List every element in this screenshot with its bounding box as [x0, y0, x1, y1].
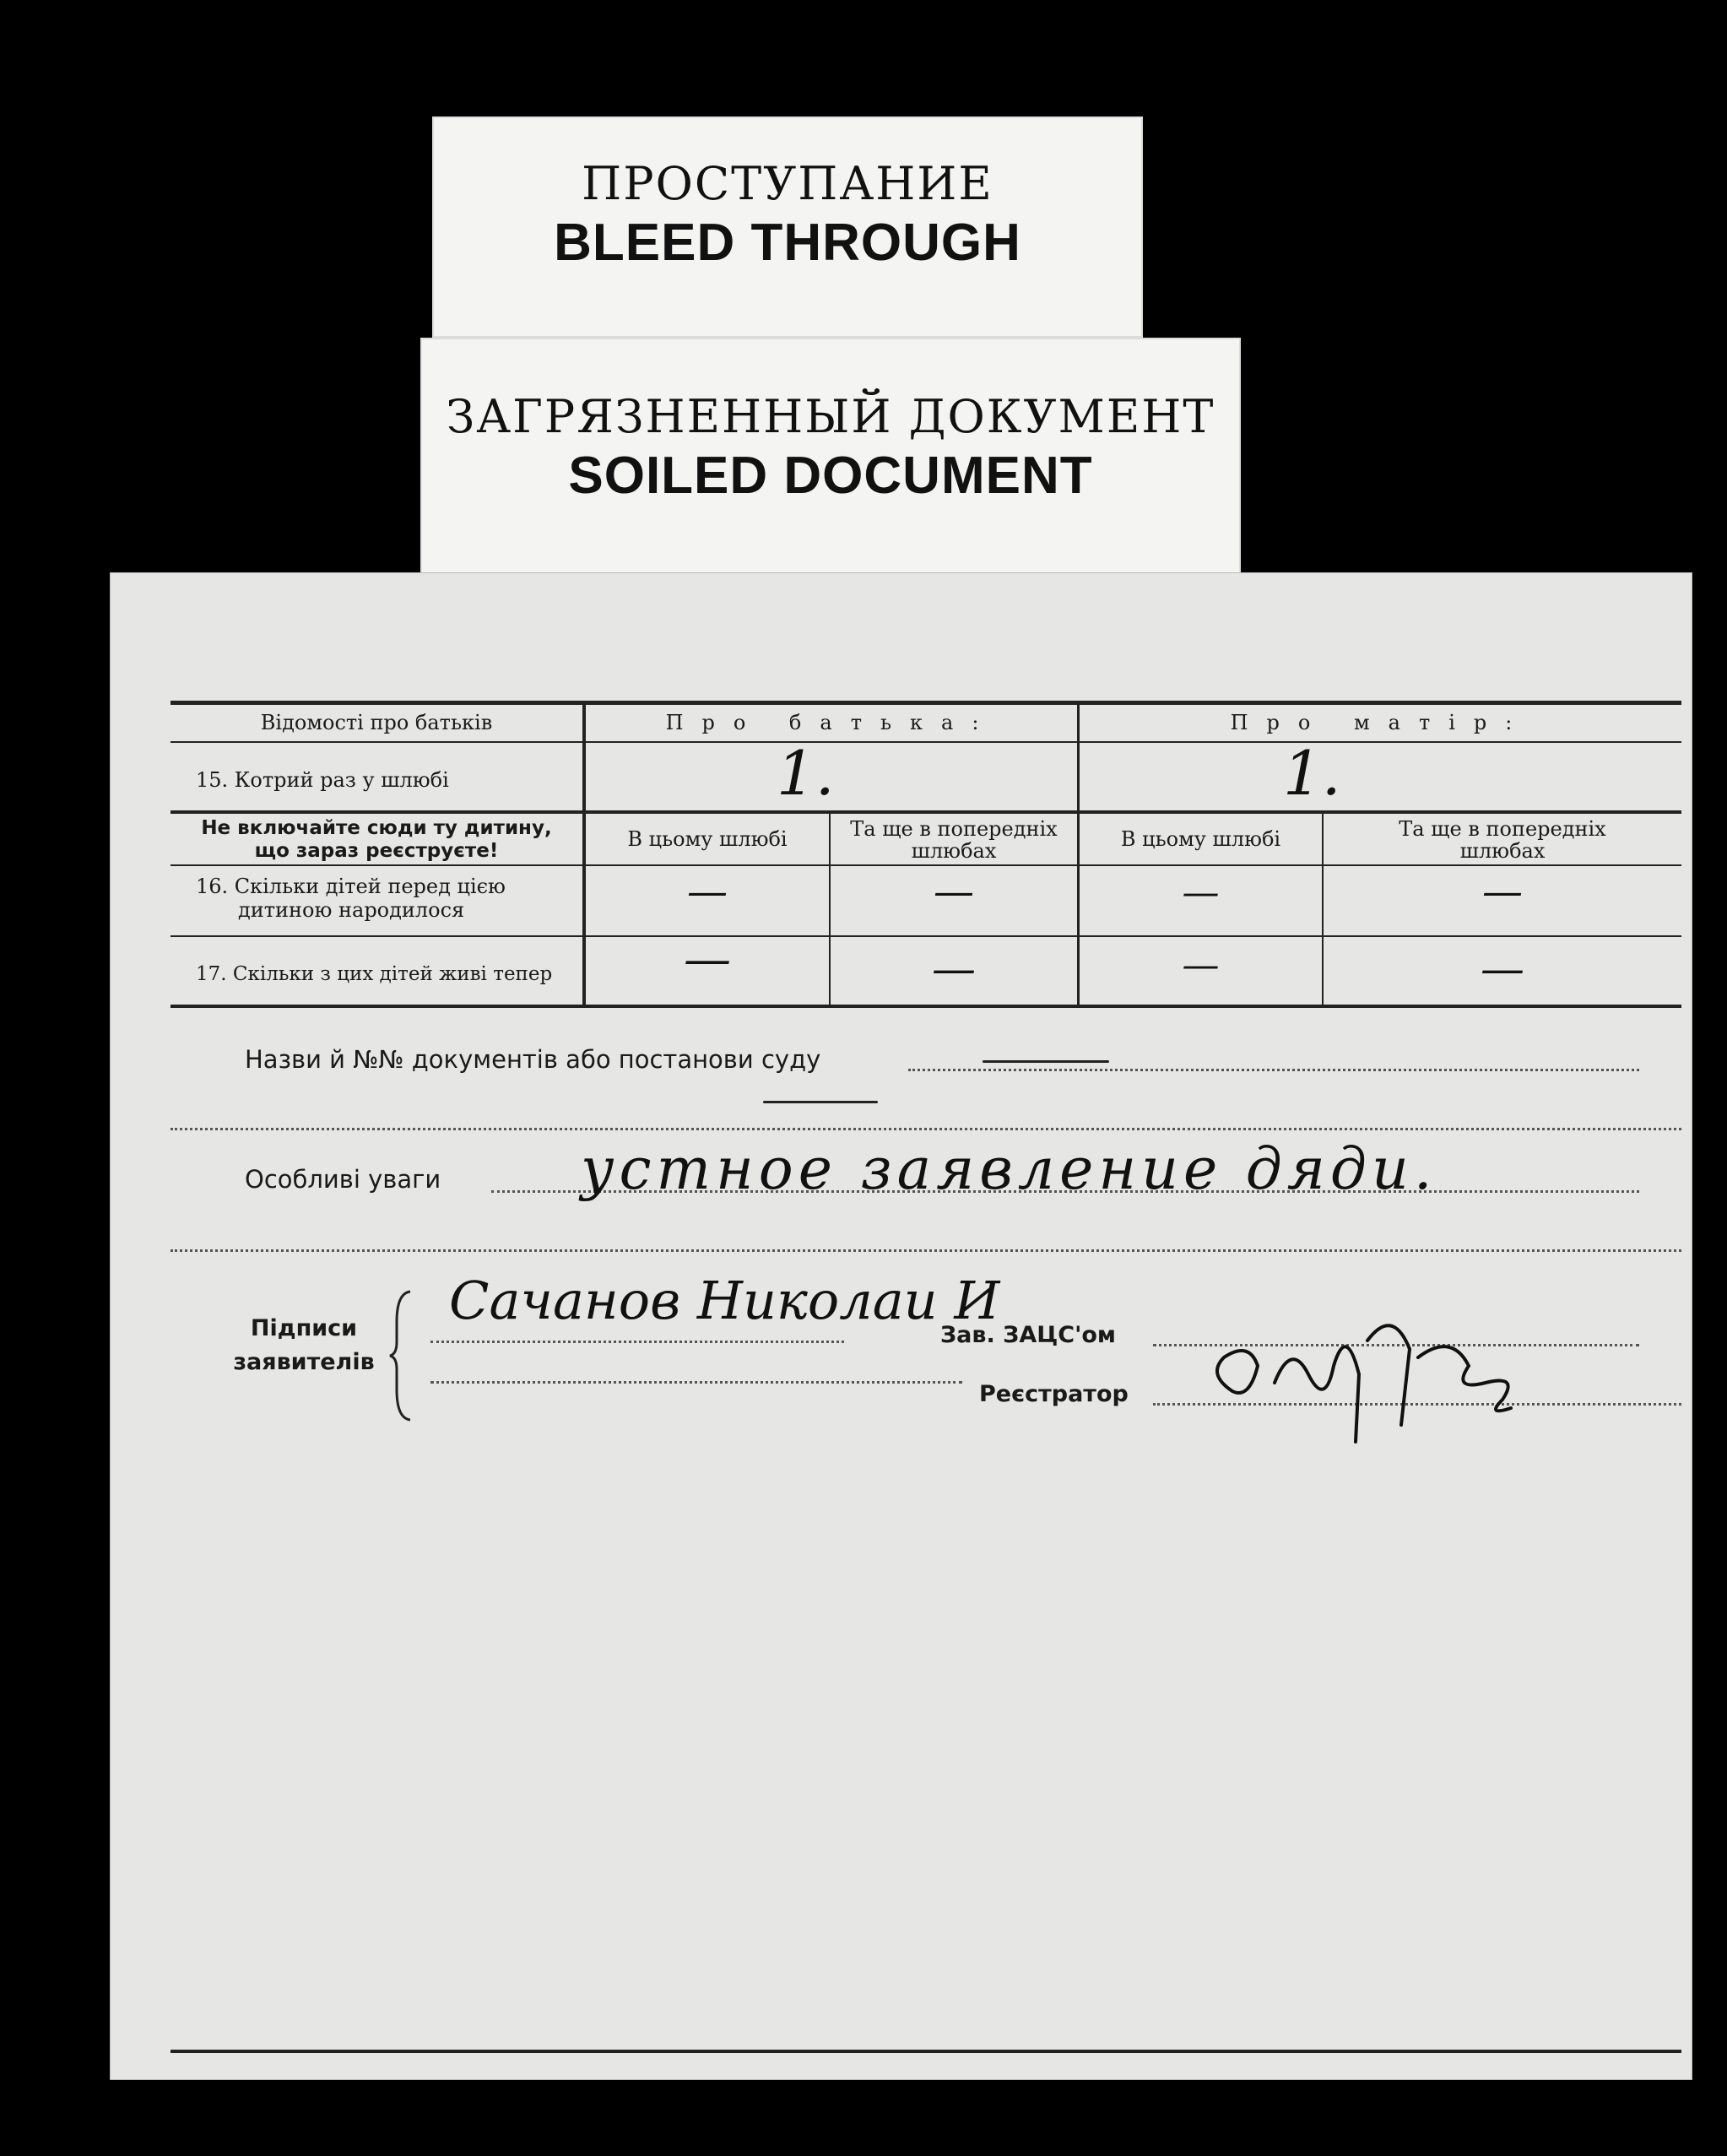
subheader-note-line2: що зараз реєструєте! [254, 840, 499, 862]
row17-father-this-value: — [684, 932, 731, 987]
row16-father-this-value: — [687, 868, 728, 915]
sheet-bottom-rule [171, 2050, 1681, 2053]
bleed-through-en-text: BLEED THROUGH [554, 214, 1021, 272]
subheader-mother-this-marriage: В цьому шлюбі [1120, 827, 1281, 851]
applicant-dotted-line-2 [430, 1381, 962, 1384]
remarks-label: Особливі уваги [245, 1165, 441, 1194]
row16-father-prev-value: — [934, 868, 974, 915]
subheader-note-line1: Не включайте сюди ту дитину, [201, 817, 552, 839]
row17-label: 17. Скільки з цих дітей живі тепер [196, 963, 553, 985]
row16-label-line2: дитиною народилося [238, 898, 465, 922]
table-header-rule [171, 741, 1681, 743]
subheader-mother-prev-line1: Та ще в попередніх [1399, 817, 1606, 841]
header-about-father: Про батька: [665, 711, 998, 734]
bleed-through-ru-text: ПРОСТУПАНИЕ [582, 157, 993, 210]
subheader-father-prev-line1: Та ще в попередніх [850, 817, 1058, 841]
registrar-label: Реєстратор [979, 1381, 1129, 1407]
table-subheader-rule [171, 864, 1681, 866]
soiled-document-label-card [420, 338, 1241, 577]
documents-dotted-line [908, 1069, 1639, 1071]
head-zags-label: Зав. ЗАЦС'ом [940, 1322, 1116, 1348]
remarks-handwritten-value: устное заявление дяди. [581, 1136, 1437, 1203]
soiled-document-ru-text: ЗАГРЯЗНЕННЫЙ ДОКУМЕНТ [446, 390, 1215, 443]
row15-father-value: 1. [777, 738, 835, 809]
registration-form-sheet [110, 572, 1692, 2080]
row16-mother-prev-value: — [1482, 868, 1523, 915]
row15-mother-value: 1. [1283, 738, 1341, 809]
subheader-father-this-marriage: В цьому шлюбі [627, 827, 788, 851]
applicant-dotted-line-1 [430, 1341, 844, 1343]
soiled-document-en-text: SOILED DOCUMENT [568, 447, 1093, 505]
header-parents-info: Відомості про батьків [260, 711, 493, 734]
documents-handwritten-dash [983, 1060, 1109, 1063]
row17-mother-this-value: — [1182, 944, 1220, 987]
registrar-signature-mark [1199, 1290, 1587, 1459]
documents-second-dotted-line [171, 1128, 1681, 1130]
remarks-second-dotted-line [171, 1249, 1681, 1252]
row16-label-line1: 16. Скільки дітей перед цією [196, 875, 506, 898]
row17-father-prev-value: — [932, 944, 976, 994]
row16-mother-this-value: — [1182, 871, 1220, 914]
header-about-mother: Про матір: [1230, 711, 1531, 734]
table-top-rule [171, 701, 1681, 705]
bleed-through-label-card [432, 116, 1143, 338]
row17-mother-prev-value: — [1481, 944, 1524, 994]
table-row16-rule [171, 935, 1681, 937]
signatures-label-line2: заявителів [233, 1349, 375, 1375]
documents-label: Назви й №№ документів або постанови суду [245, 1045, 821, 1074]
applicant-handwritten-signature: Сачанов Николаи И [449, 1270, 1000, 1331]
documents-handwritten-dash-2 [763, 1101, 878, 1103]
signatures-brace [388, 1288, 414, 1423]
subheader-mother-prev-line2: шлюбах [1459, 839, 1546, 863]
table-row15-rule [171, 810, 1681, 814]
row15-label: 15. Котрий раз у шлюбі [196, 768, 449, 792]
table-bottom-rule [171, 1005, 1681, 1008]
subheader-father-prev-line2: шлюбах [911, 839, 997, 863]
signatures-label-line1: Підписи [250, 1315, 358, 1341]
